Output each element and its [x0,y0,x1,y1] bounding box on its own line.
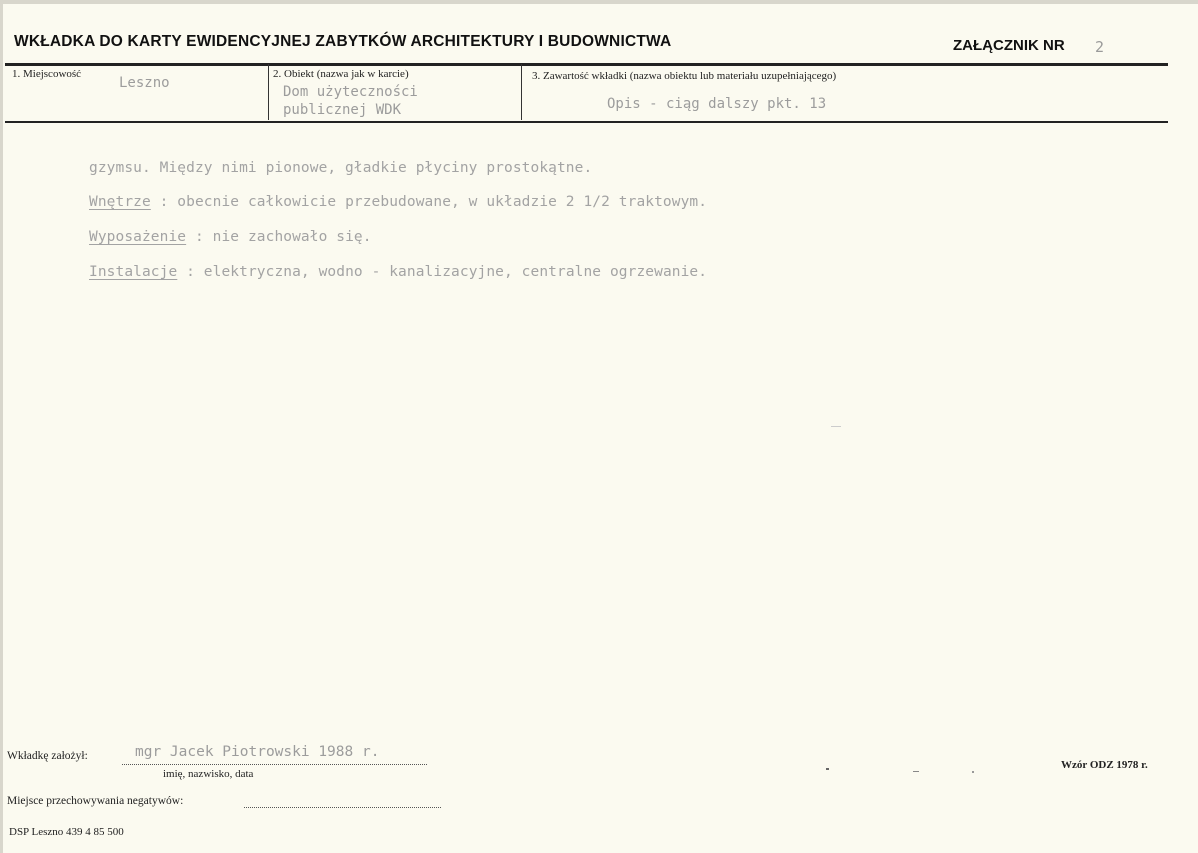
author-value: mgr Jacek Piotrowski 1988 r. [135,744,380,760]
printer-info: DSP Leszno 439 4 85 500 [9,826,124,838]
installations-heading: Instalacje [89,264,178,280]
equipment-text: : nie zachowało się. [186,229,372,245]
content-label: 3. Zawartość wkładki (nazwa obiektu lub materiału uzupełniającego) [532,70,837,82]
interior-text: : obecnie całkowicie przebudowane, w układzie 2 1/2 traktowym. [150,194,708,210]
equipment-heading: Wyposażenie [89,229,187,245]
body-line-interior [89,194,707,210]
body-line-equipment [89,229,372,245]
content-value: Opis - ciąg dalszy pkt. 13 [607,96,827,112]
ink-speck [972,771,974,773]
installations-text: : elektryczna, wodno - kanalizacyjne, centralne ogrzewanie. [177,264,708,280]
ink-speck [826,768,829,770]
header-rule-bottom [5,121,1168,123]
field-divider-2 [521,64,522,120]
form-title: WKŁADKA DO KARTY EWIDENCYJNEJ ZABYTKÓW ARCHITEKTURY I BUDOWNICTWA [14,33,672,50]
author-caption: imię, nazwisko, data [163,768,254,780]
field-divider-1 [268,64,269,120]
annex-number: 2 [1095,38,1105,56]
object-value-line1: Dom użyteczności [283,84,418,100]
scan-edge-top [0,0,1198,4]
ink-speck [831,426,841,427]
annex-label: ZAŁĄCZNIK NR [953,37,1065,54]
scan-edge-left [0,0,3,853]
pattern-label: Wzór ODZ 1978 r. [1061,759,1148,771]
storage-dotted-line [244,807,441,808]
body-line-installations [89,264,707,280]
author-label: Wkładkę założył: [7,750,88,762]
author-dotted-line [122,764,427,765]
object-label: 2. Obiekt (nazwa jak w karcie) [273,68,409,80]
object-value-line2: publicznej WDK [283,102,402,117]
place-value: Leszno [119,75,170,91]
body-line-1: gzymsu. Między nimi pionowe, gładkie płyciny prostokątne. [89,160,593,176]
interior-heading: Wnętrze [89,194,151,210]
header-rule-top [5,63,1168,66]
place-label: 1. Miejscowość [12,68,82,80]
storage-label: Miejsce przechowywania negatywów: [7,795,184,807]
ink-speck [913,771,919,772]
